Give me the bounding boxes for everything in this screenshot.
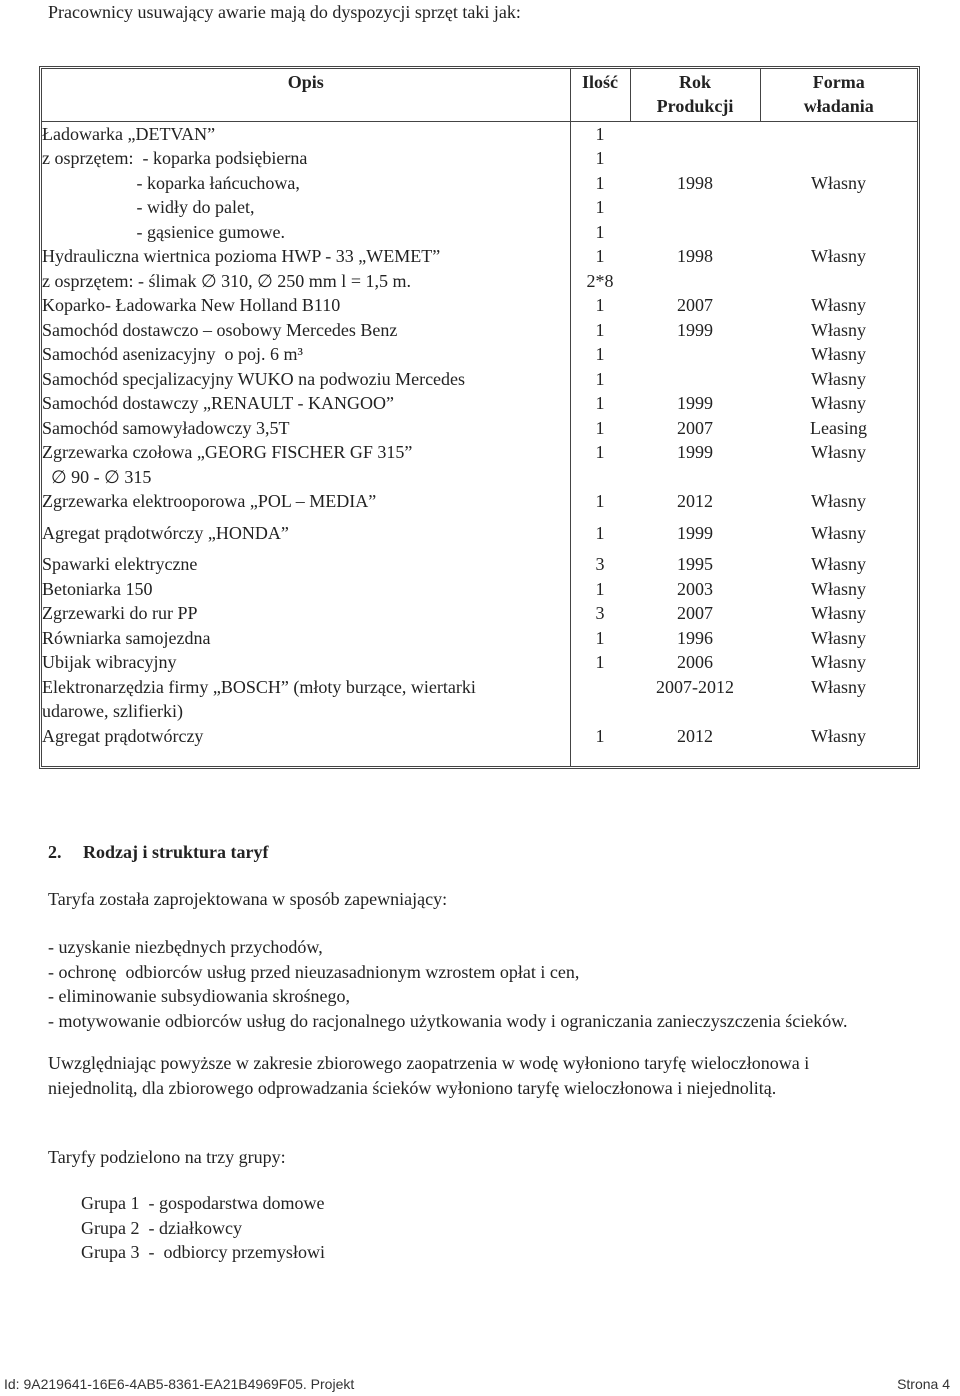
list-item: - uzyskanie niezbędnych przychodów, bbox=[48, 937, 323, 957]
table-row bbox=[42, 367, 917, 392]
cell-year bbox=[630, 342, 760, 367]
cell-ownership: Własny bbox=[811, 652, 866, 672]
paragraph-2: Uwzględniając powyższe w zakresie zbiorowego zaopatrzenia w wodę wyłoniono taryfę wieloczłonowa i niejednolitą, dla zbiorowego odprowadzania ścieków wyłoniono taryfę wieloczłonowa i niejednolitą. bbox=[48, 1053, 810, 1098]
list-item: - eliminowanie subsydiowania skrośnego, bbox=[48, 986, 350, 1006]
table-row bbox=[42, 440, 917, 489]
cell-description: Zgrzewarka czołowa „GEORG FISCHER GF 315” ∅ 90 - ∅ 315 bbox=[42, 442, 413, 487]
goals-list bbox=[48, 935, 848, 1033]
document-id: Id: 9A219641-16E6-4AB5-8361-EA21B4969F05. Projekt bbox=[4, 1376, 355, 1392]
cell-description: Elektronarzędzia firmy „BOSCH” (młoty burzące, wiertarki udarowe, szlifierki) bbox=[42, 676, 476, 721]
cell-description: Równiarka samojezdna bbox=[42, 627, 211, 648]
cell-ownership: Własny bbox=[811, 522, 866, 543]
cell-quantity: 1 bbox=[595, 295, 605, 315]
cell-year: 1995 2003 2007 bbox=[677, 554, 713, 623]
cell-year: 2007-2012 bbox=[656, 676, 734, 697]
paragraph-3: Taryfy podzielono na trzy grupy: bbox=[48, 1147, 286, 1167]
cell-ownership: Własny bbox=[811, 442, 866, 462]
table-row bbox=[42, 650, 917, 675]
cell-description: Spawarki elektryczne Betoniarka 150 Zgrzewarki do rur PP bbox=[42, 554, 198, 623]
cell-year: 1999 bbox=[677, 442, 713, 462]
cell-year: 1999 bbox=[677, 319, 713, 340]
cell-quantity: 1 bbox=[595, 522, 605, 543]
cell-ownership: Własny bbox=[811, 319, 866, 340]
cell-ownership: Własny bbox=[811, 246, 866, 266]
groups-list bbox=[81, 1191, 325, 1265]
cell-description: Samochód asenizacyjny o poj. 6 m³ bbox=[42, 344, 303, 364]
list-item: Grupa 1 - gospodarstwa domowe bbox=[81, 1193, 325, 1213]
header-ownership: Forma władania bbox=[760, 69, 917, 121]
cell-ownership: Własny bbox=[811, 393, 866, 413]
table-row bbox=[42, 675, 917, 724]
cell-year: 1999 bbox=[677, 522, 713, 543]
page-number: Strona 4 bbox=[897, 1376, 950, 1392]
cell-quantity: 1 1 1 1 1 bbox=[595, 123, 605, 242]
cell-description: Samochód specjalizacyjny WUKO na podwoziu Mercedes bbox=[42, 368, 466, 389]
cell-description: Samochód dostawczy „RENAULT - KANGOO” bbox=[42, 393, 394, 413]
cell-quantity: 1 bbox=[595, 319, 605, 340]
cell-description: Hydrauliczna wiertnica pozioma HWP - 33 „WEMET” z osprzętem: - ślimak ∅ 310, ∅ 250 mm l = 1,5 m. bbox=[42, 246, 441, 291]
table-row bbox=[42, 293, 917, 318]
cell-ownership: Własny bbox=[811, 491, 866, 511]
section-heading: 2. Rodzaj i struktura taryf bbox=[48, 842, 269, 862]
header-qty: Ilość bbox=[570, 69, 630, 121]
table-row bbox=[42, 724, 917, 749]
cell-description: Ubijak wibracyjny bbox=[42, 652, 177, 672]
cell-description: Agregat prądotwórczy bbox=[42, 725, 204, 746]
cell-quantity: 3 1 3 bbox=[595, 554, 605, 623]
list-item: Grupa 2 - działkowcy bbox=[81, 1217, 242, 1238]
cell-year: 2007 bbox=[677, 295, 713, 315]
cell-year: 2012 bbox=[677, 725, 713, 746]
cell-description: Zgrzewarka elektrooporowa „POL – MEDIA” bbox=[42, 491, 377, 511]
table-row bbox=[42, 121, 917, 244]
cell-ownership: Własny bbox=[811, 627, 866, 648]
cell-year: 2012 bbox=[677, 491, 713, 511]
cell-year: 1998 bbox=[677, 172, 713, 193]
cell-description: Agregat prądotwórczy „HONDA” bbox=[42, 522, 289, 543]
cell-ownership: Własny bbox=[811, 676, 866, 697]
cell-quantity: 1 bbox=[595, 368, 605, 389]
list-item: - ochronę odbiorców usług przed nieuzasadnionym wzrostem opłat i cen, bbox=[48, 961, 580, 982]
cell-quantity: 1 bbox=[595, 344, 605, 364]
cell-year bbox=[630, 367, 760, 392]
paragraph-1: Taryfa została zaprojektowana w sposób zapewniający: bbox=[48, 889, 448, 909]
cell-quantity: 1 bbox=[595, 627, 605, 648]
cell-description: Samochód dostawczo – osobowy Mercedes Benz bbox=[42, 319, 398, 340]
cell-year: 2007 bbox=[677, 417, 713, 438]
cell-year: 1996 bbox=[677, 627, 713, 648]
cell-quantity: 1 bbox=[595, 442, 605, 462]
table-row bbox=[42, 244, 917, 293]
table-row bbox=[42, 342, 917, 367]
cell-ownership: Własny bbox=[811, 295, 866, 315]
cell-ownership: Własny bbox=[811, 368, 866, 389]
cell-quantity: 1 bbox=[595, 417, 605, 438]
cell-quantity: 1 bbox=[595, 725, 605, 746]
header-year: Rok Produkcji bbox=[630, 69, 760, 121]
cell-year: 1999 bbox=[677, 393, 713, 413]
cell-description: Ładowarka „DETVAN” z osprzętem: - koparka podsiębierna - koparka łańcuchowa, - widły do palet, - gąsienice gumowe. bbox=[42, 123, 308, 242]
intro-text: Pracownicy usuwający awarie mają do dyspozycji sprzęt taki jak: bbox=[48, 2, 521, 22]
table-row bbox=[42, 391, 917, 416]
cell-year: 1998 bbox=[677, 246, 713, 266]
cell-year: 2006 bbox=[677, 652, 713, 672]
table-row bbox=[42, 489, 917, 514]
table-header-row bbox=[42, 69, 917, 121]
list-item: - motywowanie odbiorców usług do racjonalnego użytkowania wody i ograniczania zanieczyszczenia ścieków. bbox=[48, 1010, 848, 1031]
cell-quantity bbox=[570, 675, 630, 724]
cell-ownership: Własny bbox=[811, 172, 866, 193]
table-row bbox=[42, 545, 917, 626]
cell-quantity: 1 bbox=[595, 393, 605, 413]
table-row bbox=[42, 416, 917, 441]
cell-description: Samochód samowyładowczy 3,5T bbox=[42, 417, 290, 438]
cell-ownership: Własny Własny Własny bbox=[811, 554, 866, 623]
table-row bbox=[42, 318, 917, 343]
cell-quantity: 1 bbox=[595, 652, 605, 672]
cell-ownership: Własny bbox=[811, 344, 866, 364]
cell-description: Koparko- Ładowarka New Holland B110 bbox=[42, 295, 341, 315]
header-desc: Opis bbox=[287, 72, 324, 92]
cell-quantity: 1 bbox=[595, 491, 605, 511]
cell-quantity: 1 2*8 bbox=[586, 246, 614, 291]
cell-ownership: Własny bbox=[811, 725, 866, 746]
list-item: Grupa 3 - odbiorcy przemysłowi bbox=[81, 1242, 325, 1262]
equipment-table bbox=[42, 69, 917, 748]
table-row bbox=[42, 514, 917, 546]
table-row bbox=[42, 626, 917, 651]
cell-ownership: Leasing bbox=[810, 417, 867, 438]
